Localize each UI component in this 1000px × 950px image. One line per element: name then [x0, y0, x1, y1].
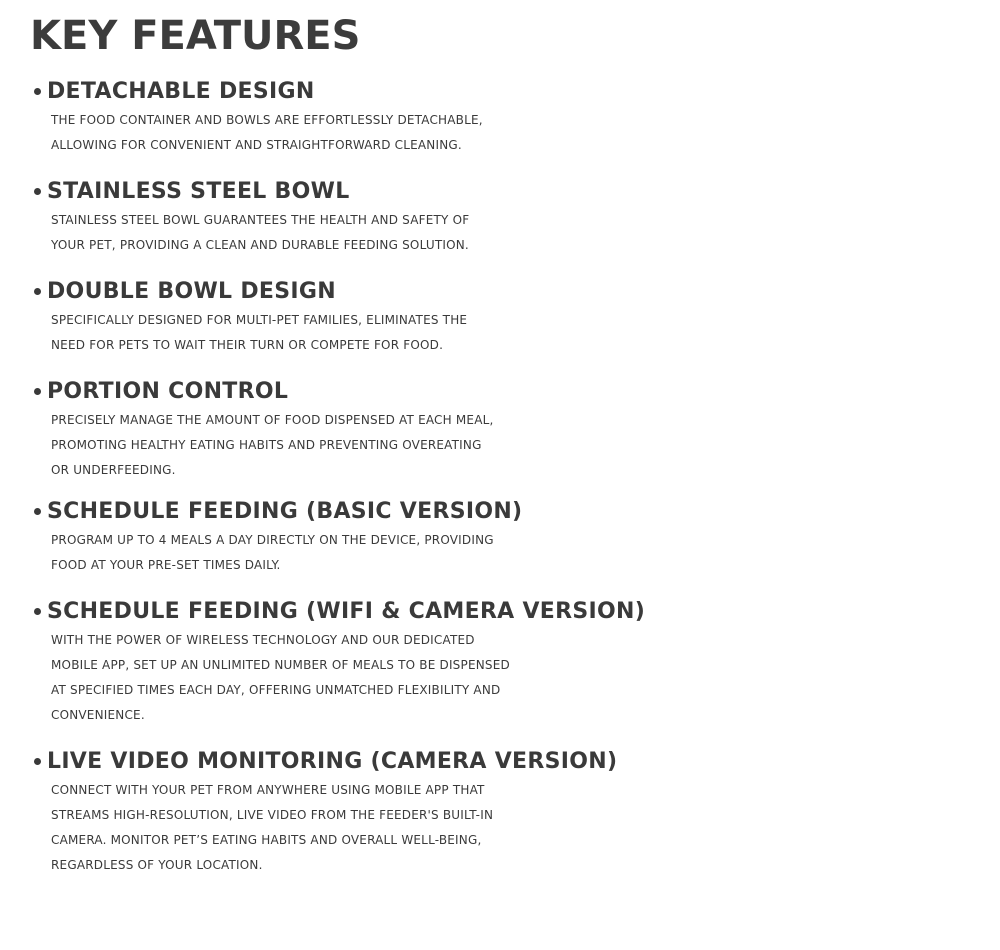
feature-heading: [34, 748, 964, 774]
feature-schedule-feeding-wifi: [34, 598, 964, 728]
description-line: ALLOWING FOR CONVENIENT AND STRAIGHTFORWARD CLEANING.: [51, 138, 462, 152]
feature-title: DOUBLE BOWL DESIGN: [47, 278, 336, 304]
description-line: SPECIFICALLY DESIGNED FOR MULTI-PET FAMILIES, ELIMINATES THE: [51, 313, 468, 327]
feature-title: SCHEDULE FEEDING (WIFI & CAMERA VERSION): [47, 598, 646, 624]
description-line: STREAMS HIGH-RESOLUTION, LIVE VIDEO FROM THE FEEDER'S BUILT-IN: [51, 808, 494, 822]
bullet-icon: [34, 288, 41, 295]
feature-live-video-monitoring: [34, 748, 964, 878]
feature-title: LIVE VIDEO MONITORING (CAMERA VERSION): [47, 748, 618, 774]
feature-double-bowl-design: [34, 278, 964, 358]
description-line: NEED FOR PETS TO WAIT THEIR TURN OR COMPETE FOR FOOD.: [51, 338, 444, 352]
feature-description: [51, 778, 951, 878]
feature-title: PORTION CONTROL: [47, 378, 289, 404]
feature-heading: [34, 78, 964, 104]
feature-description: [51, 408, 951, 483]
description-line: STAINLESS STEEL BOWL GUARANTEES THE HEALTH AND SAFETY OF: [51, 213, 470, 227]
feature-heading: [34, 278, 964, 304]
bullet-icon: [34, 508, 41, 515]
description-line: FOOD AT YOUR PRE-SET TIMES DAILY.: [51, 558, 281, 572]
feature-heading: [34, 378, 964, 404]
description-line: CONNECT WITH YOUR PET FROM ANYWHERE USING MOBILE APP THAT: [51, 783, 485, 797]
description-line: PROGRAM UP TO 4 MEALS A DAY DIRECTLY ON THE DEVICE, PROVIDING: [51, 533, 494, 547]
feature-heading: [34, 178, 964, 204]
description-line: MOBILE APP, SET UP AN UNLIMITED NUMBER OF MEALS TO BE DISPENSED: [51, 658, 510, 672]
feature-description: [51, 528, 951, 578]
bullet-icon: [34, 608, 41, 615]
page-title: KEY FEATURES: [30, 13, 361, 59]
description-line: CAMERA. MONITOR PET’S EATING HABITS AND OVERALL WELL-BEING,: [51, 833, 482, 847]
bullet-icon: [34, 188, 41, 195]
feature-schedule-feeding-basic: [34, 498, 964, 578]
description-line: PROMOTING HEALTHY EATING HABITS AND PREVENTING OVEREATING: [51, 438, 482, 452]
description-line: WITH THE POWER OF WIRELESS TECHNOLOGY AND OUR DEDICATED: [51, 633, 475, 647]
description-line: PRECISELY MANAGE THE AMOUNT OF FOOD DISPENSED AT EACH MEAL,: [51, 413, 494, 427]
feature-description: [51, 308, 951, 358]
feature-description: [51, 208, 951, 258]
description-line: REGARDLESS OF YOUR LOCATION.: [51, 858, 263, 872]
feature-heading: [34, 598, 964, 624]
feature-detachable-design: [34, 78, 964, 158]
bullet-icon: [34, 388, 41, 395]
feature-title: DETACHABLE DESIGN: [47, 78, 315, 104]
description-line: YOUR PET, PROVIDING A CLEAN AND DURABLE FEEDING SOLUTION.: [51, 238, 469, 252]
bullet-icon: [34, 88, 41, 95]
description-line: CONVENIENCE.: [51, 708, 145, 722]
feature-title: SCHEDULE FEEDING (BASIC VERSION): [47, 498, 523, 524]
description-line: AT SPECIFIED TIMES EACH DAY, OFFERING UNMATCHED FLEXIBILITY AND: [51, 683, 501, 697]
feature-description: [51, 628, 951, 728]
description-line: OR UNDERFEEDING.: [51, 463, 176, 477]
description-line: THE FOOD CONTAINER AND BOWLS ARE EFFORTLESSLY DETACHABLE,: [51, 113, 483, 127]
feature-title: STAINLESS STEEL BOWL: [47, 178, 350, 204]
feature-heading: [34, 498, 964, 524]
bullet-icon: [34, 758, 41, 765]
feature-description: [51, 108, 951, 158]
feature-stainless-steel-bowl: [34, 178, 964, 258]
feature-portion-control: [34, 378, 964, 483]
